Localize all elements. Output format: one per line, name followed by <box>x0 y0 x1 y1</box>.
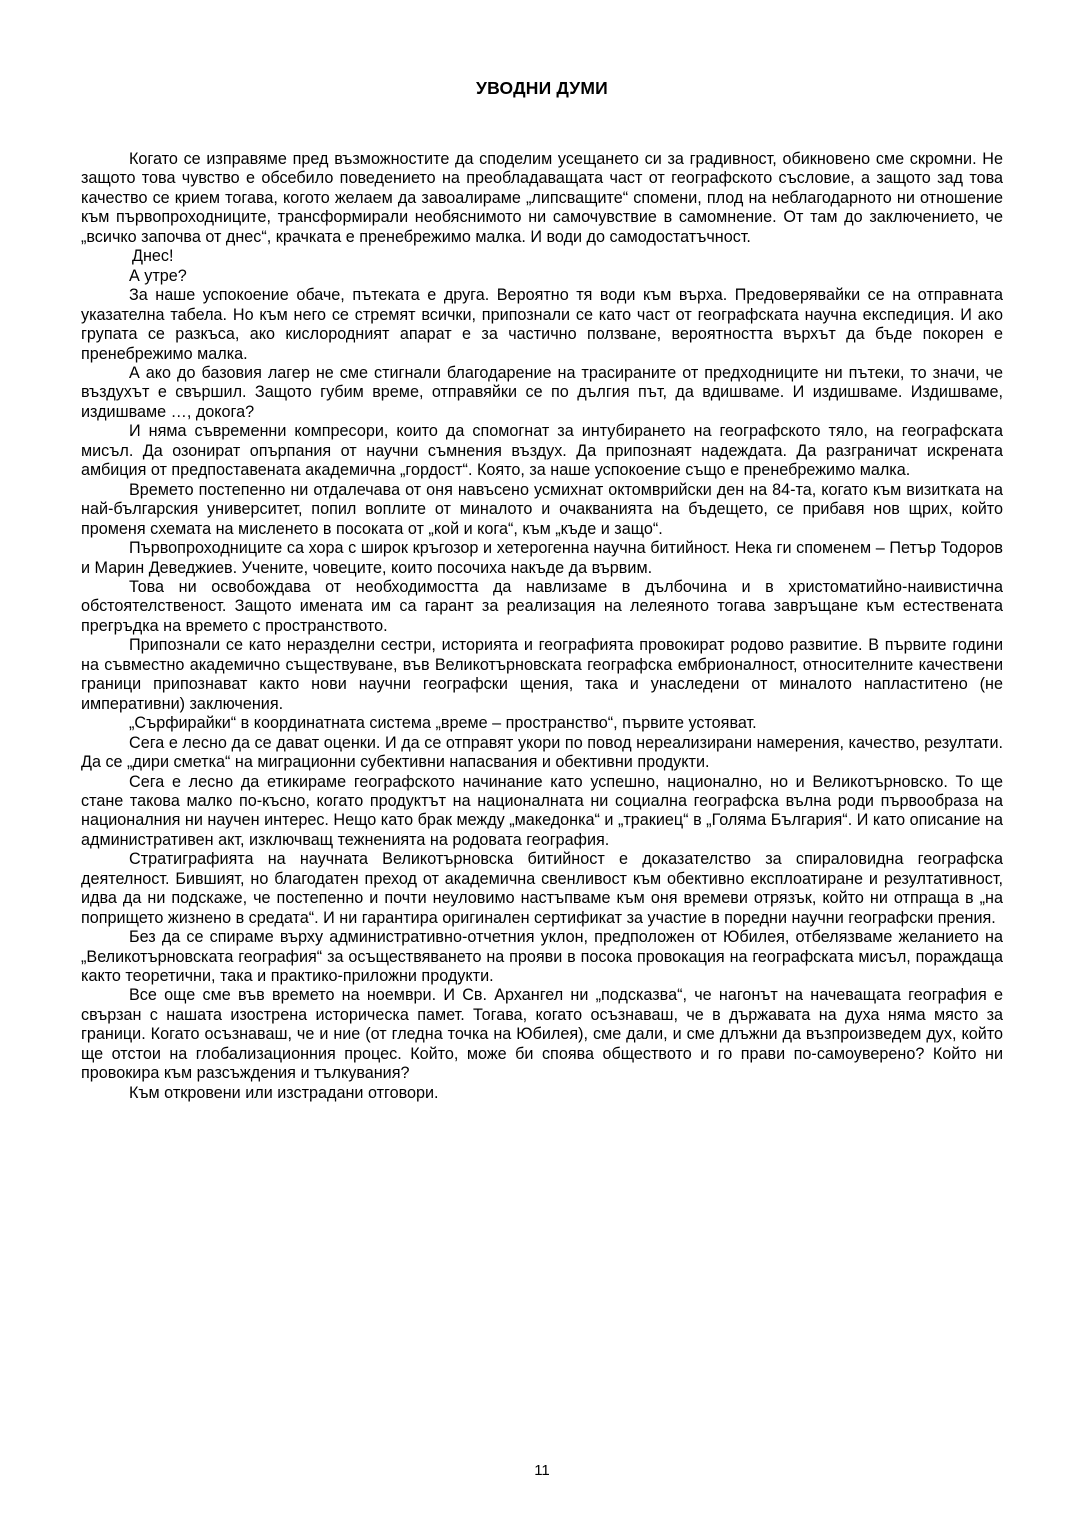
paragraph: И няма съвременни компресори, които да спомогнат за интубирането на географското тяло, на географската мисъл. Да озонират опърпания от научни съмнения въздух. Да припознаят надеждата. Да разграничат искрената амбиция от предпоставената академична „гордост“. Която, за наше успокоение също е пренебрежимо малка. <box>81 422 1003 480</box>
paragraph: Стратиграфията на научната Великотърновска битийност е доказателство за спираловидна географска деятелност. Бившият, но благодатен преход от академична свенливост към обективно експлоатиране и резултативност, идва да ни подскаже, че постепенно и почти неуловимо настъпваме към оня времеви отрязък, който ни отпраща в „на попрището жизнено в средата“. И ни гарантира оригинален сертификат за участие в поредни научни географски прения. <box>81 850 1003 927</box>
paragraph: Без да се спираме върху административно-отчетния уклон, предположен от Юбилея, отбелязваме желанието на „Великотърновската география“ за осъществяването на прояви в посока провокация на географската мисъл, пораждаща както теоретични, така и практико-приложни продукти. <box>81 928 1003 986</box>
paragraph: Все още сме във времето на ноември. И Св. Архангел ни „подсказва“, че нагонът на начеващата география е свързан с нашата изострена историческа памет. Тогава, когато осъзнаваш, че в държавата на духа няма място за граници. Когато осъзнаваш, че и ние (от гледна точка на Юбилея), сме дали, и сме длъжни да възпроизведем дух, който ще отстои на глобализационния процес. Който, може би споява обществото и го прави по-самоуверено? Който ни провокира към разсъждения и тълкувания? <box>81 986 1003 1083</box>
page-title: УВОДНИ ДУМИ <box>476 78 608 98</box>
page-number: 11 <box>534 1462 550 1479</box>
paragraph: Първопроходниците са хора с широк кръгозор и хетерогенна научна битийност. Нека ги споменем – Петър Тодоров и Марин Деведжиев. Учените, човеците, които посочиха накъде да вървим. <box>81 539 1003 577</box>
paragraph: Сега е лесно да се дават оценки. И да се отправят укори по повод нереализирани намерения, качество, резултати. Да се „дири сметка“ на миграционни субективни напасвания и обективни продукти. <box>81 733 1003 772</box>
paragraph: Сега е лесно да етикираме географското начинание като успешно, национално, но и Великотърновско. То ще стане такова малко по-късно, когато продуктът на националната ни социална географска вълна роди първообраза на националния ни научен интерес. Нещо като брак между „македонка“ и „тракиец“ в „Голяма България“. И като описание на административен акт, изключващ тежненията на родовата география. <box>81 772 1003 849</box>
paragraph: Припознали се като неразделни сестри, историята и географията провокират родово развитие. В първите години на съвместно академично съществуване, във Великотърновската географска ембрионалност, относителните качествени граници припознават както нови научни географски щения, така и унаследени от миналото напластитено (не императивни) заключения. <box>81 636 1003 713</box>
paragraph: Когато се изправяме пред възможностите да споделим усещането си за градивност, обикновено сме скромни. Не защото това чувство е обсебило поведението на преобладаващата част от географското съсловие, а защото зад това качество се крием тогава, когото желаем да завоалираме „липсващите“ спомени, плод на неблагодарното ни отношение към първопроходниците, трансформирали необяснимото ни самочувствие в самомнение. От там до заключението, че „всичко започва от днес“, крачката е пренебрежимо малка. И води до самодостатъчност. <box>81 150 1003 246</box>
paragraph: А утре? <box>129 266 187 285</box>
paragraph: Към откровени или изстрадани отговори. <box>129 1083 439 1102</box>
paragraph: За наше успокоение обаче, пътеката е друга. Вероятно тя води към върха. Предоверявайки се на отправната указателна табела. Но към него се стремят всички, припознали се като част от географската научна експедиция. И ако групата се разкъса, ако кислородният апарат е за частично ползване, вероятността върхът да бъде покорен е пренебрежимо малка. <box>81 286 1003 363</box>
paragraph: Днес! <box>132 247 174 266</box>
document-page <box>81 0 1003 1528</box>
paragraph: „Сърфирайки“ в координатната система „време – пространство“, първите устояват. <box>129 714 757 733</box>
body-text <box>81 150 1003 1103</box>
paragraph: Това ни освобождава от необходимостта да навлизаме в дълбочина и в христоматийно-наивистична обстоятелственост. Защото имената им са гарант за реализация на лелеяното тогава завръщане към естествената прегръдка на времето с пространството. <box>81 577 1003 635</box>
paragraph: А ако до базовия лагер не сме стигнали благодарение на трасираните от предходниците ни пътеки, то значи, че въздухът е свършил. Защото губим време, отправяйки се по дългия път, да вдишваме. И издишваме. Издишваме, издишваме …, докога? <box>81 363 1003 421</box>
paragraph: Времето постепенно ни отдалечава от оня навъсено усмихнат октомврийски ден на 84-та, когато към визитката на най-българския университет, попил воплите от миналото и очакванията на бъдещето, се прибавя нов щрих, който променя схемата на мисленето в посоката от „кой и кога“, към „къде и защо“. <box>81 480 1003 538</box>
